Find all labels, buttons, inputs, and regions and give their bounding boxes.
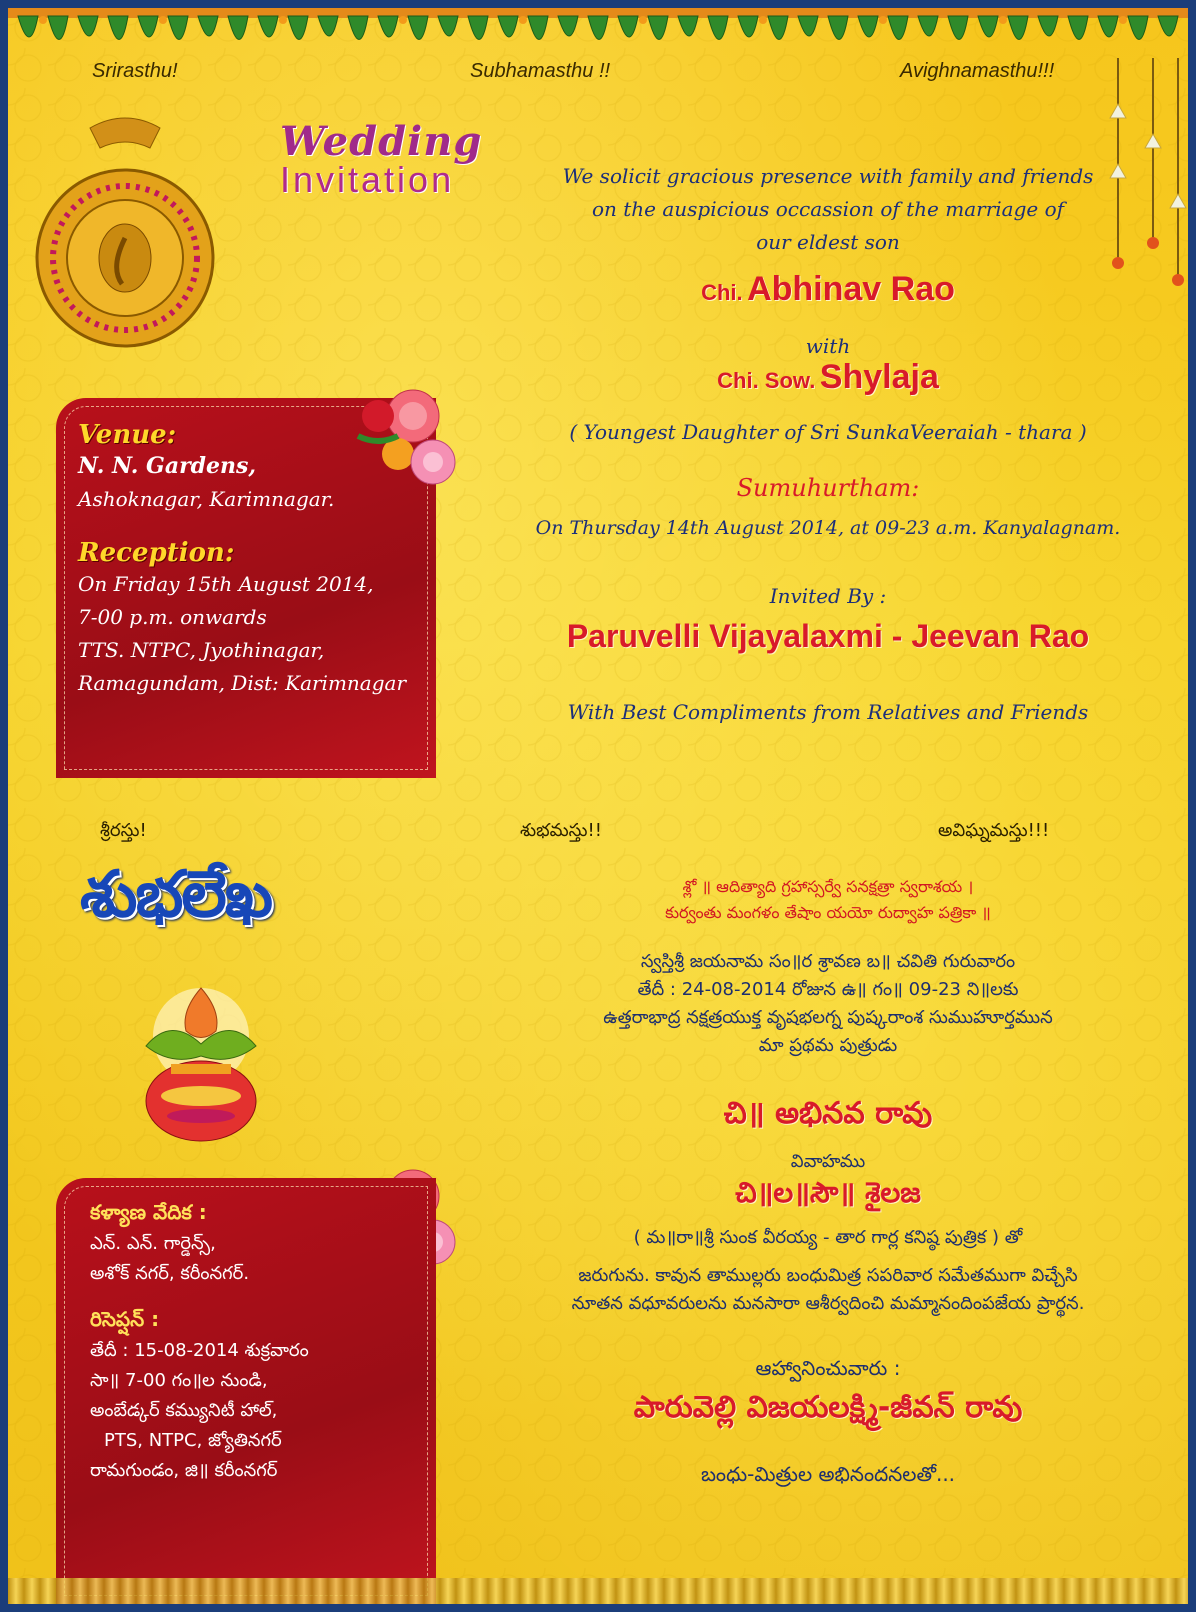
title-invitation: Invitation bbox=[280, 159, 455, 200]
telugu-invited-names: పారువెల్లి విజయలక్ష్మి-జీవన్ రావు bbox=[633, 1390, 1023, 1425]
telugu-venue-box bbox=[56, 1178, 436, 1604]
title-wedding: Wedding bbox=[280, 118, 483, 165]
invitation-card bbox=[8, 8, 1188, 1604]
groom-name-text: Abhinav Rao bbox=[747, 270, 955, 308]
venue-address: Ashoknagar, Karimnagar. bbox=[78, 487, 335, 511]
bride-parents: ( Youngest Daughter of Sri SunkaVeeraiah - thara ) bbox=[569, 420, 1087, 444]
intro-line: on the auspicious occassion of the marriage of bbox=[591, 197, 1065, 221]
telugu-compliments: బంధు-మిత్రుల అభినందనలతో... bbox=[700, 1462, 956, 1486]
blessing-srirasthu: Srirasthu! bbox=[92, 60, 178, 82]
compliments-text: With Best Compliments from Relatives and Friends bbox=[567, 700, 1089, 724]
sloka bbox=[478, 874, 1178, 926]
telugu-reception-line: తేదీ : 15-08-2014 శుక్రవారం bbox=[90, 1340, 309, 1361]
telugu-invited-label: ఆహ్వానించువారు : bbox=[755, 1356, 901, 1380]
telugu-reception-line: PTS, NTPC, జ్యోతినగర్ bbox=[104, 1430, 282, 1451]
groom-name bbox=[478, 270, 1178, 309]
groom-prefix: Chi. bbox=[701, 280, 743, 305]
closing-line: జరుగును. కావున తాముల్లరు బంధుమిత్ర సపరివార సమేతముగా విచ్చేసి bbox=[578, 1265, 1078, 1286]
detail-line: ఉత్తరాభాద్ర నక్షత్రయుక్త వృషభలగ్న పుష్కరాంశ సుముహూర్తమున bbox=[603, 1007, 1053, 1028]
with-text: with bbox=[805, 334, 851, 358]
blessing-subhamasthu: Subhamasthu !! bbox=[470, 60, 611, 82]
intro-text bbox=[478, 160, 1178, 259]
telugu-groom: చి॥ అభినవ రావు bbox=[723, 1096, 933, 1131]
detail-line: స్వస్తిశ్రీ జయనామ సం॥ర శ్రావణ బ॥ చవితి గురువారం bbox=[640, 951, 1016, 972]
bride-name-text: Shylaja bbox=[819, 358, 939, 396]
bottom-border-band bbox=[8, 1578, 1188, 1604]
intro-line: our eldest son bbox=[756, 230, 900, 254]
muhurtham-label: Sumuhurtham: bbox=[736, 474, 920, 502]
bride-prefix: Chi. Sow. bbox=[717, 368, 816, 393]
telugu-reception-line: అంబేడ్కర్ కమ్యునిటీ హాల్, bbox=[90, 1400, 278, 1421]
telugu-venue-line: అశోక్ నగర్, కరీంనగర్. bbox=[90, 1263, 250, 1284]
telugu-blessing-subhamastu: శుభమస్తు!! bbox=[520, 820, 602, 841]
telugu-vivahamu: వివాహము bbox=[790, 1151, 866, 1172]
sloka-line: కుర్వంతు మంగళం తేషాం యయో రుద్వాహ పత్రికా ॥ bbox=[665, 903, 991, 922]
telugu-reception-line: సా॥ 7-00 గం॥ల నుండి, bbox=[90, 1370, 268, 1391]
venue-name: N. N. Gardens, bbox=[78, 453, 257, 479]
reception-line: TTS. NTPC, Jyothinagar, bbox=[78, 638, 325, 662]
venue-label: Venue: bbox=[78, 420, 177, 450]
telugu-reception-label: రిసెప్షన్ : bbox=[90, 1307, 160, 1331]
detail-line: తేదీ : 24-08-2014 రోజున ఉ॥ గం॥ 09-23 ని॥లకు bbox=[637, 979, 1019, 1000]
reception-label: Reception: bbox=[78, 538, 235, 568]
telugu-bride: చి॥ల॥సౌ॥ శైలజ bbox=[735, 1176, 921, 1209]
ganesha-pendant-icon bbox=[30, 108, 220, 358]
telugu-details bbox=[478, 948, 1178, 1060]
invited-by-names: Paruvelli Vijayalaxmi - Jeevan Rao bbox=[566, 618, 1090, 654]
blessing-avighnamasthu: Avighnamasthu!!! bbox=[900, 60, 1055, 82]
telugu-bride-parents: ( మ॥రా॥శ్రీ సుంక వీరయ్య - తార గార్ల కనిష్ఠ పుత్రిక ) తో bbox=[633, 1227, 1023, 1248]
subhalekha-title: శుభలేఖ bbox=[80, 858, 272, 932]
telugu-blessing-srirastu: శ్రీరస్తు! bbox=[100, 820, 147, 841]
telugu-reception-line: రామగుండం, జి॥ కరీంనగర్ bbox=[90, 1460, 278, 1481]
detail-line: మా ప్రథమ పుత్రుడు bbox=[758, 1035, 898, 1056]
telugu-blessing-avighnamastu: అవిఘ్నమస్తు!!! bbox=[938, 820, 1050, 841]
reception-line: On Friday 15th August 2014, bbox=[78, 572, 374, 596]
wedding-invitation-title bbox=[280, 118, 482, 201]
bride-name bbox=[478, 358, 1178, 397]
telugu-closing bbox=[478, 1262, 1178, 1318]
muhurtham-text: On Thursday 14th August 2014, at 09-23 a.m. Kanyalagnam. bbox=[535, 517, 1121, 539]
closing-line: నూతన వధూవరులను మనసారా ఆశీర్వదించి మమ్మానందింపజేయ ప్రార్థన. bbox=[571, 1293, 1085, 1314]
telugu-venue-label: కళ్యాణ వేదిక : bbox=[90, 1200, 207, 1224]
telugu-venue-line: ఎన్. ఎన్. గార్డెన్స్, bbox=[90, 1233, 216, 1254]
intro-line: We solicit gracious presence with family and friends bbox=[562, 164, 1094, 188]
kalasam-icon bbox=[126, 976, 276, 1146]
sloka-line: శ్లో ॥ ఆదిత్యాది గ్రహాస్సర్వే సనక్షత్రా స్వరాశయ । bbox=[682, 877, 974, 896]
reception-line: 7-00 p.m. onwards bbox=[78, 605, 267, 629]
reception-line: Ramagundam, Dist: Karimnagar bbox=[78, 671, 407, 695]
rose-bouquet-icon bbox=[338, 376, 468, 506]
invited-by-label: Invited By : bbox=[769, 584, 887, 608]
